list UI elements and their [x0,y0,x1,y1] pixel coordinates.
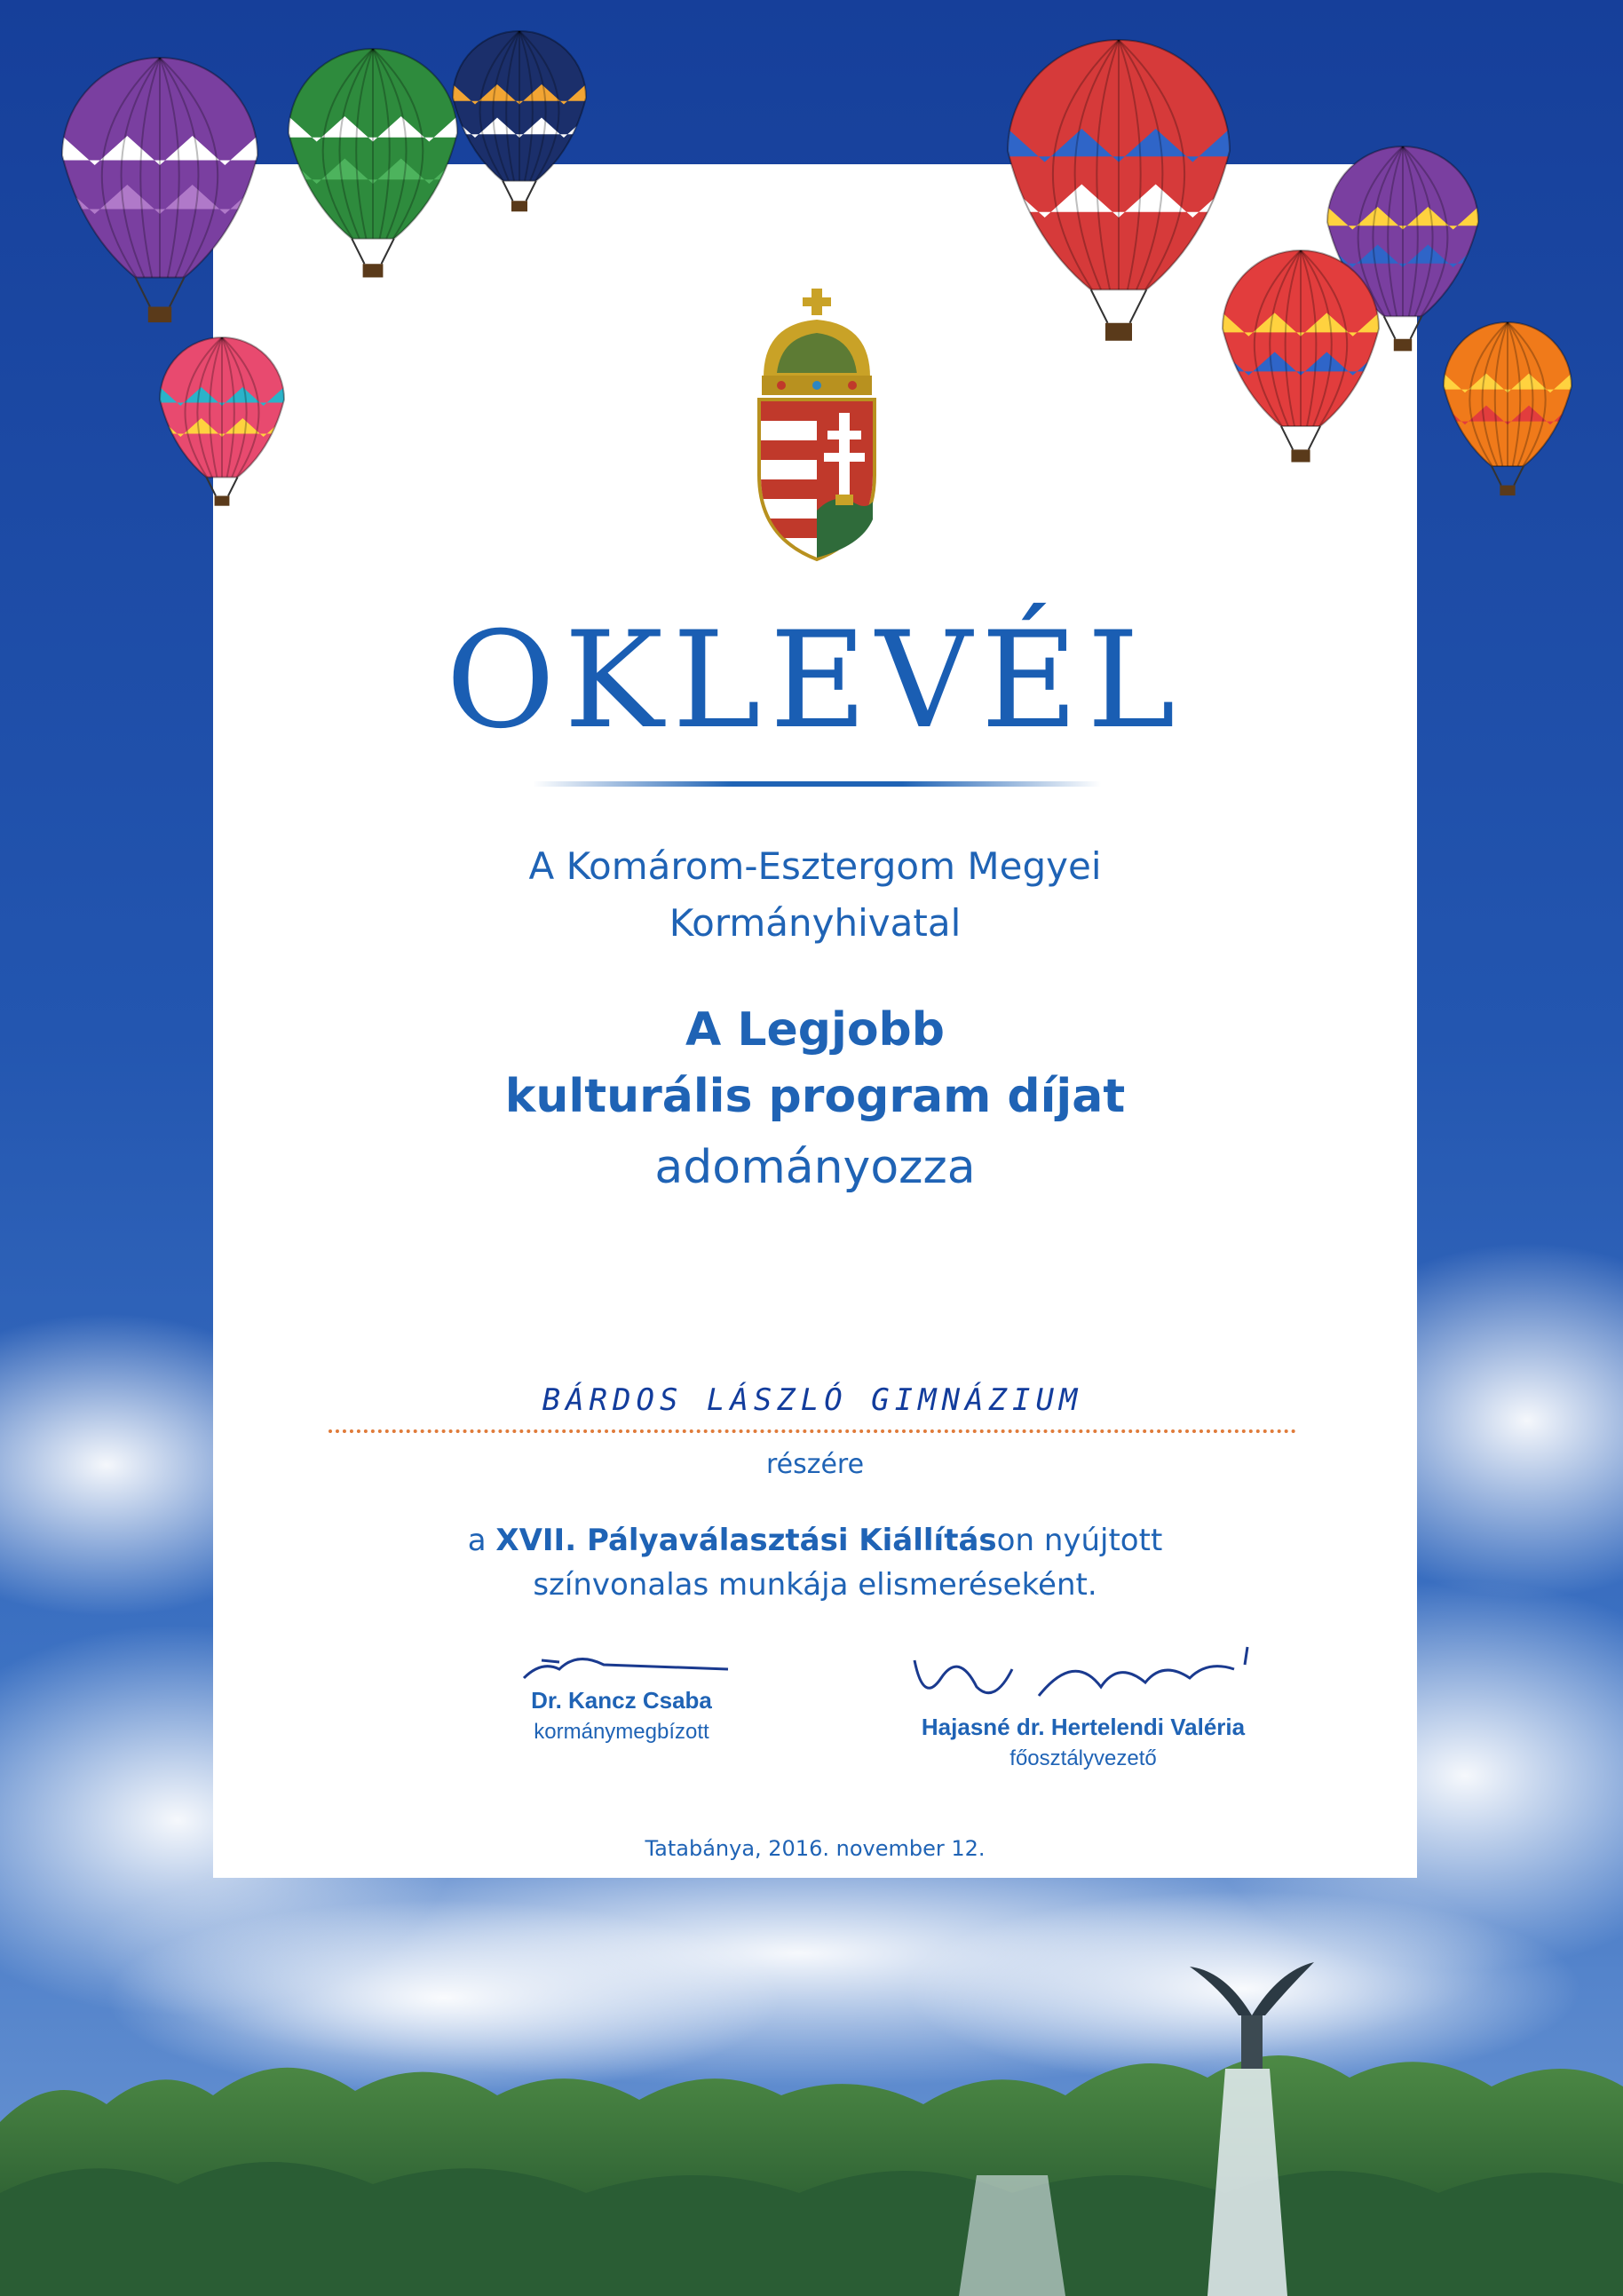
recipient-suffix: részére [765,1449,865,1480]
hot-air-balloon-icon [62,58,257,322]
title-underline [533,781,1101,787]
signatory-name-left: Dr. Kancz Csaba [531,1687,712,1714]
signatory-role-left: kormánymegbízott [534,1720,709,1744]
hot-air-balloon-icon [289,49,457,277]
certificate-title: OKLEVÉL [446,604,1184,758]
recipient-name-handwritten: BÁRDOS LÁSZLÓ GIMNÁZIUM [542,1382,1083,1418]
award-line-3: adományozza [654,1141,976,1194]
recipient-dotted-line [329,1429,1296,1433]
hot-air-balloon-icon [453,31,586,211]
signature-block-left [453,1643,790,1745]
handwritten-signature-left [506,1643,737,1687]
signatory-name-right: Hajasné dr. Hertelendi Valéria [921,1714,1246,1740]
issuer-line-1: A Komárom-Esztergom Megyei [528,844,1102,888]
award-line-1: A Legjobb [685,1003,945,1057]
hot-air-balloon-icon [1008,40,1230,341]
signatory-role-right: főosztályvezető [1009,1746,1157,1770]
hot-air-balloon-icon [160,337,284,506]
place-and-date: Tatabánya, 2016. november 12. [645,1836,986,1861]
reason-suffix: on nyújtott [996,1523,1163,1558]
reason-line-1 [213,1523,1417,1558]
issuer-line-2: Kormányhivatal [669,901,962,945]
reason-prefix: a [467,1523,496,1558]
hot-air-balloon-icon [1444,322,1572,495]
handwritten-signature-right [897,1643,1270,1714]
reason-event: XVII. Pályaválasztási Kiállítás [495,1523,997,1558]
balloons-layer [0,0,1623,622]
signature-block-right [879,1643,1287,1771]
reason-line-2: színvonalas munkája elismeréseként. [533,1567,1097,1603]
hot-air-balloon-icon [1223,250,1379,462]
award-line-2: kulturális program díjat [504,1070,1126,1123]
